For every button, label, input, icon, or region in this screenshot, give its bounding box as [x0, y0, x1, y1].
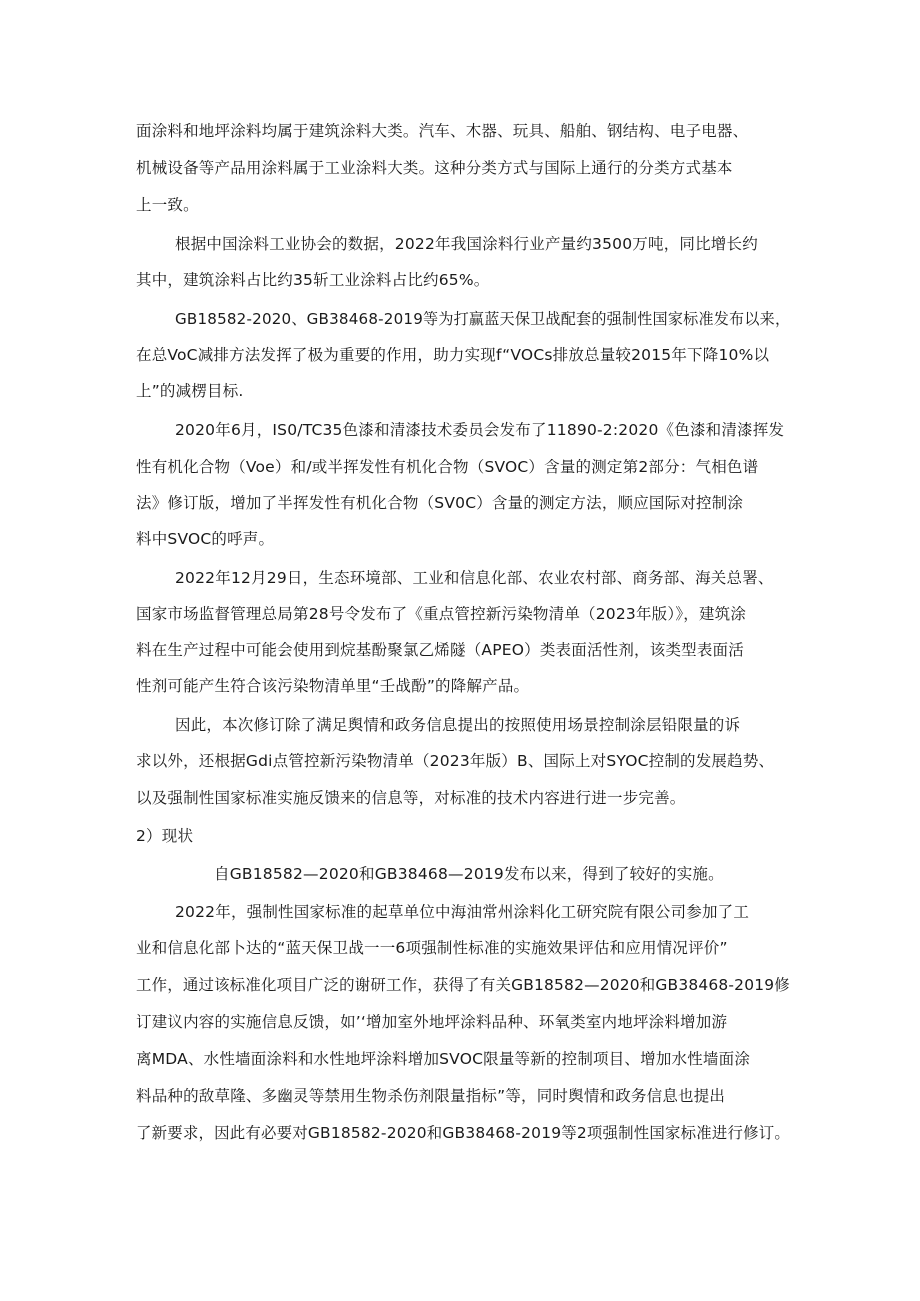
text-line: GB18582-2020、GB38468-2019等为打赢蓝天保卫战配套的强制性国家标准发布以来，	[175, 310, 791, 328]
text-line: 机械设备等产品用涂料属于工业涂料大类。这种分类方式与国际上通行的分类方式基本	[136, 159, 733, 177]
text-line: 了新要求，因此有必要对GB18582-2020和GB38468-2019等2项强制性国家标准进行修订。	[136, 1124, 791, 1142]
text-line: 订建议内容的实施信息反馈，如’‘增加室外地坪涂料品种、环氧类室内地坪涂料增加游	[136, 1013, 728, 1031]
text-line: 2022年，强制性国家标准的起草单位中海油常州涂料化工研究院有限公司参加了工	[175, 903, 750, 921]
text-line: 性有机化合物（Voe）和/或半挥发性有机化合物（SVOC）含量的测定第2部分：气相色谱	[136, 458, 759, 476]
text-line: 料中SVOC的呼声。	[136, 530, 275, 548]
text-line: 在总VoC减排方法发挥了极为重要的作用，助力实现f“VOCs排放总量较2015年下降10%以	[136, 346, 770, 364]
text-line: 上一致。	[136, 196, 199, 214]
text-line: 自GB18582—2020和GB38468—2019发布以来，得到了较好的实施。	[214, 865, 724, 883]
text-line: 面涂料和地坪涂料均属于建筑涂料大类。汽车、木器、玩具、船舶、钢结构、电子电器、	[136, 122, 749, 140]
text-line: 2020年6月，IS0/TC35色漆和清漆技术委员会发布了11890-2:2020《色漆和清漆挥发	[175, 421, 785, 439]
text-line: 因此，本次修订除了满足舆情和政务信息提出的按照使用场景控制涂层铅限量的诉	[175, 716, 741, 734]
text-line: 其中，建筑涂料占比约35斩工业涂料占比约65%。	[136, 271, 490, 289]
text-line: 工作，通过该标准化项目广泛的谢研工作，获得了有关GB18582—2020和GB38468-2019修	[136, 976, 790, 994]
text-line: 上”的减楞目标.	[136, 382, 244, 400]
text-line: 2022年12月29日，生态环境部、工业和信息化部、农业农村部、商务部、海关总署、	[175, 569, 774, 587]
text-line: 料在生产过程中可能会使用到烷基酚聚氯乙烯隧（APEO）类表面活性剂，该类型表面活	[136, 641, 744, 659]
text-line: 性剂可能产生符合该污染物清单里“壬战酚”的降解产品。	[136, 677, 530, 695]
text-line: 求以外，还根据Gdi点管控新污染物清单（2023年版）B、国际上对SYOC控制的发展趋势、	[136, 752, 775, 770]
text-line: 以及强制性国家标准实施反馈来的信息等，对标准的技术内容进行进一步完善。	[136, 789, 686, 807]
text-line: 根据中国涂料工业协会的数据，2022年我国涂料行业产量约3500万吨，同比增长约	[175, 235, 758, 253]
section-heading: 2）现状	[136, 827, 194, 845]
text-line: 离MDA、水性墙面涂料和水性地坪涂料增加SVOC限量等新的控制项目、增加水性墙面涂	[136, 1050, 751, 1068]
text-line: 国家市场监督管理总局第28号令发布了《重点管控新污染物清单（2023年版）》，建筑涂	[136, 605, 747, 623]
text-line: 业和信息化部卜达的“蓝天保卫战一一6项强制性标准的实施效果评估和应用情况评价”	[136, 939, 728, 957]
text-line: 料品种的敌草隆、多幽灵等禁用生物杀伤剂限量指标”等，同时舆情和政务信息也提出	[136, 1087, 726, 1105]
text-line: 法》修订版，增加了半挥发性有机化合物（SV0C）含量的测定方法，顺应国际对控制涂	[136, 494, 744, 512]
